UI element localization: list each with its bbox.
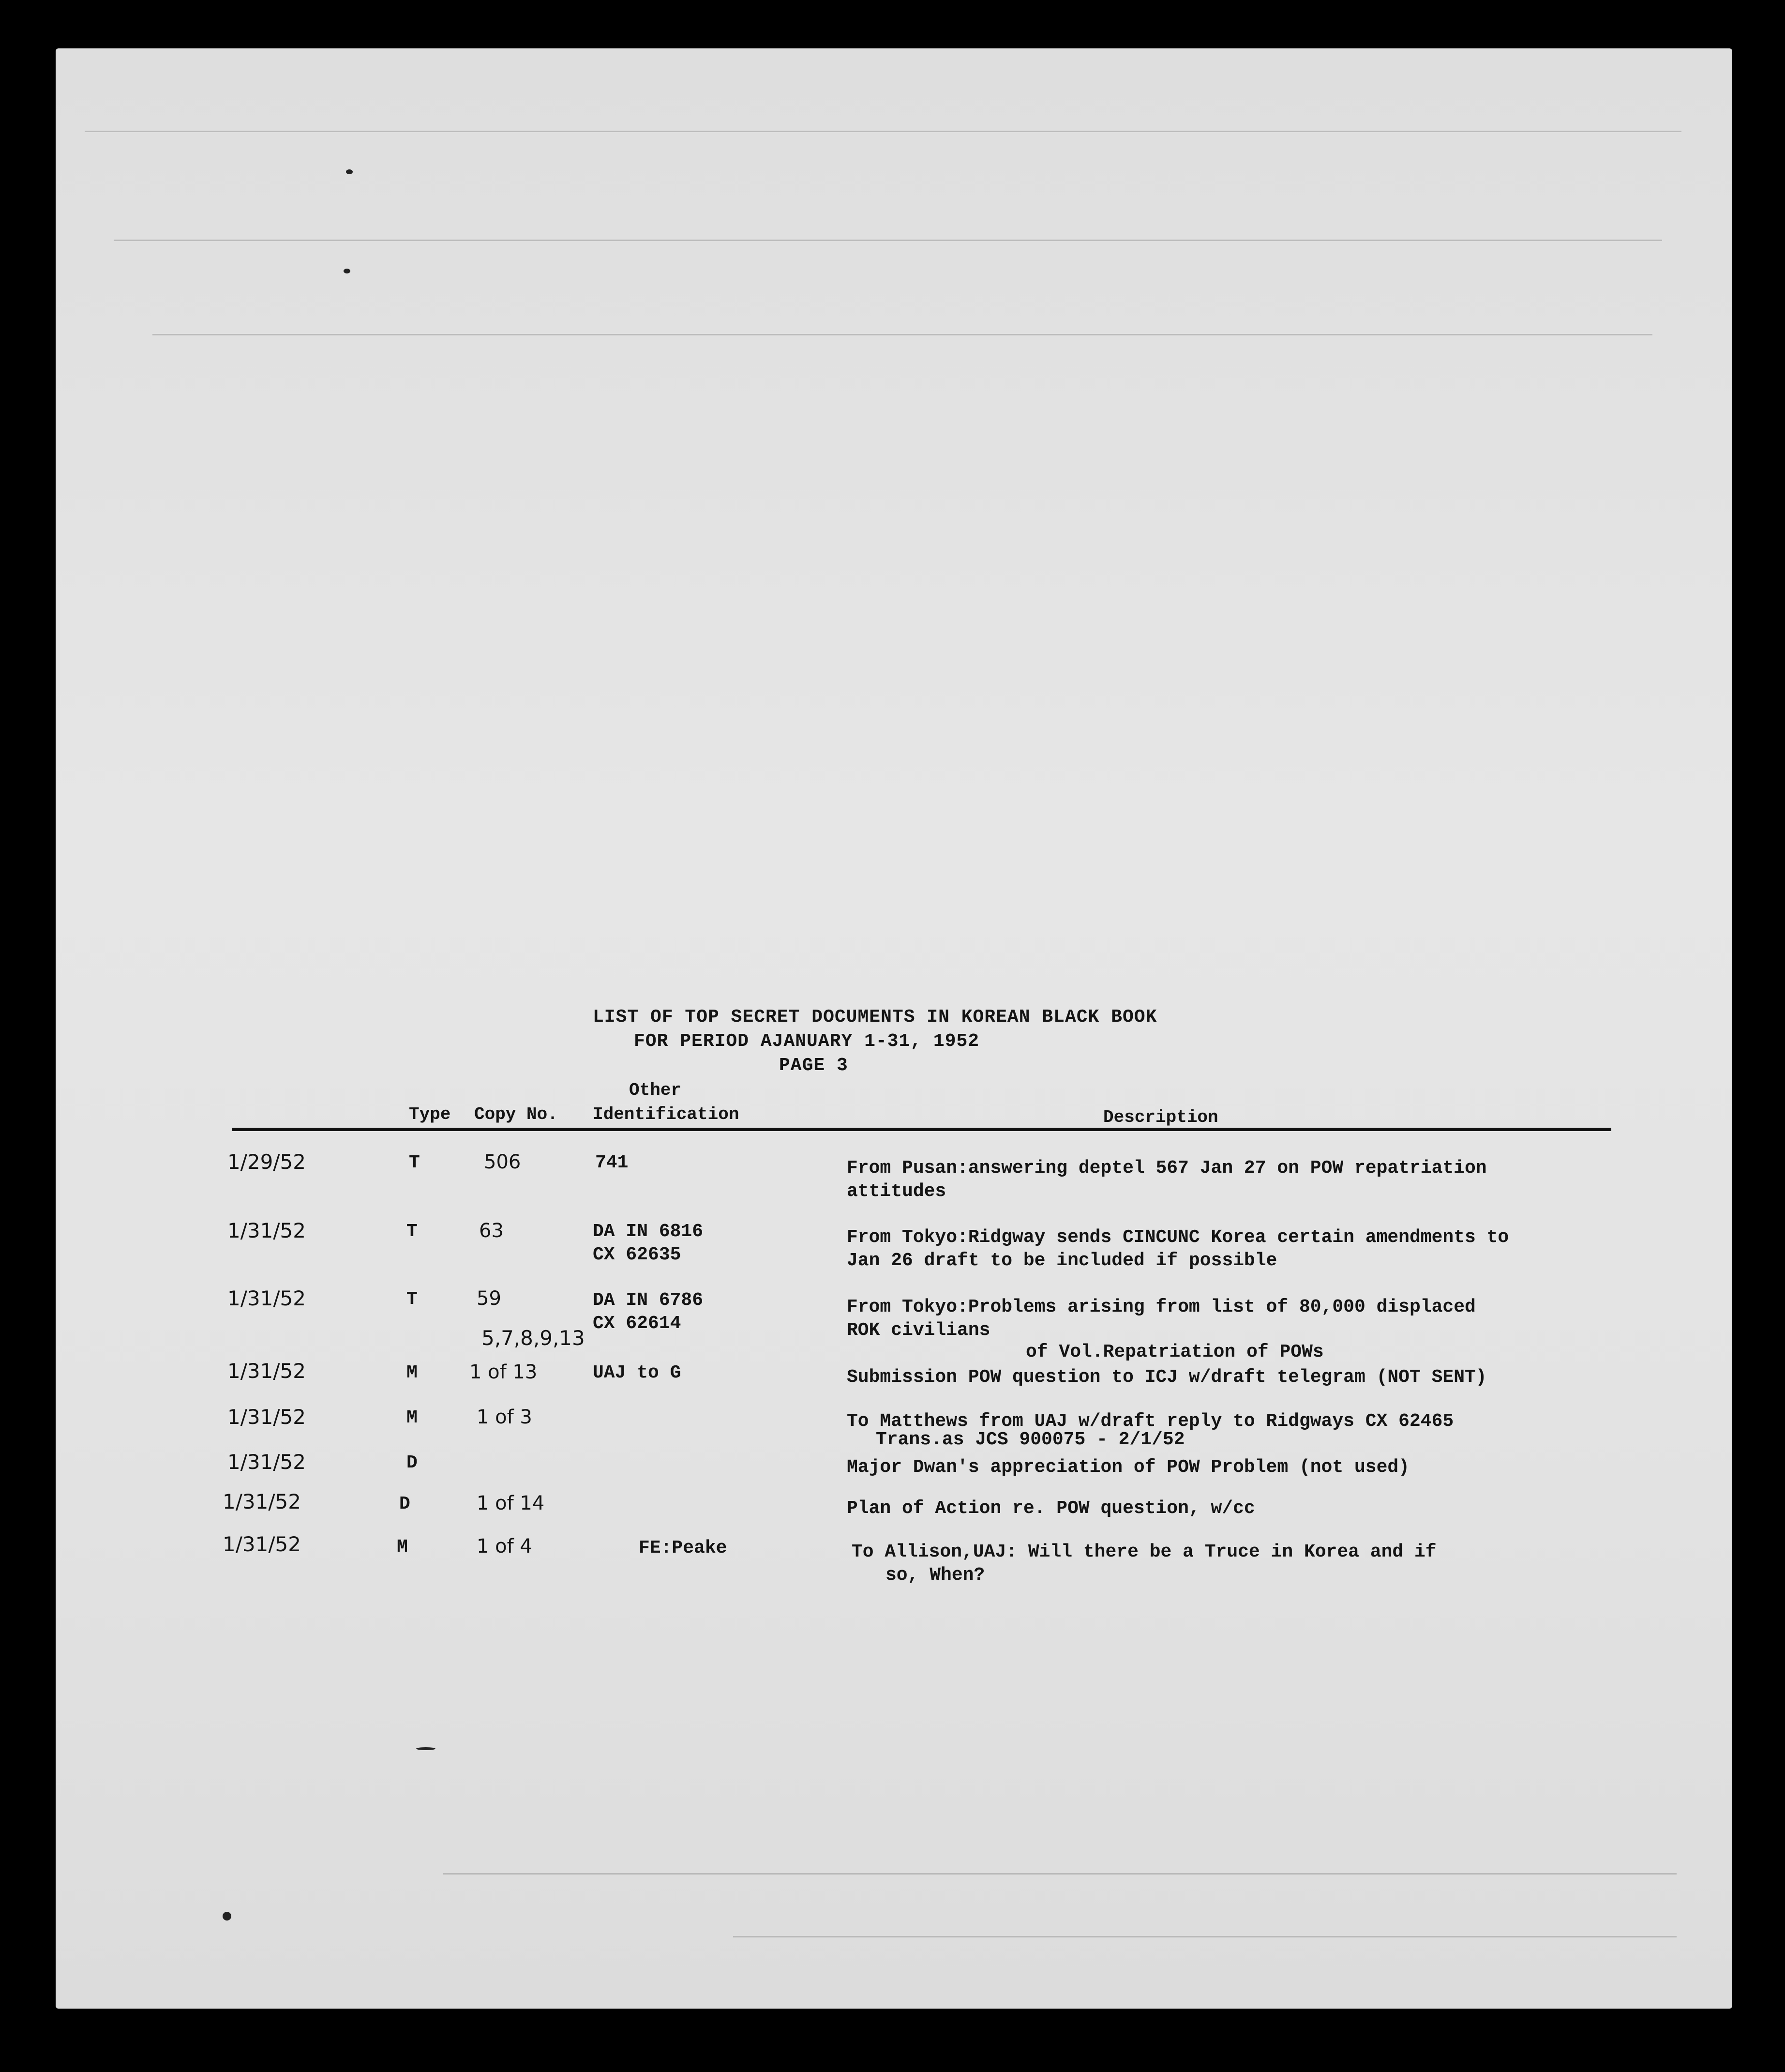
scan-streak: [733, 1936, 1677, 1937]
row-copy-no: 59: [477, 1287, 501, 1310]
scan-streak: [114, 240, 1662, 241]
document-title-line2: FOR PERIOD AJANUARY 1-31, 1952: [634, 1031, 980, 1052]
row-description-line2: Trans.as JCS 900075 - 2/1/52: [876, 1429, 1185, 1450]
row-copy-no-annotation: 5,7,8,9,13: [481, 1326, 585, 1350]
row-date: 1/31/52: [227, 1219, 306, 1242]
row-description-line2: so, When?: [885, 1565, 985, 1586]
row-copy-no: 1 of 14: [477, 1492, 545, 1514]
row-other-id-line1: DA IN 6786: [593, 1290, 704, 1311]
row-description-annotation: of Vol.Repatriation of POWs: [1026, 1342, 1324, 1362]
row-date: 1/31/52: [227, 1286, 306, 1310]
page-number: PAGE 3: [779, 1055, 848, 1076]
column-header-other-line1: Other: [629, 1080, 682, 1100]
row-date: 1/29/52: [227, 1150, 306, 1174]
row-description-line1: From Tokyo:Problems arising from list of 80,000 displaced: [847, 1297, 1476, 1317]
scan-speck: [223, 1912, 231, 1921]
row-date: 1/31/52: [227, 1359, 306, 1383]
scan-streak: [85, 131, 1681, 132]
row-description-line2: attitudes: [847, 1181, 946, 1202]
scan-speck: [344, 269, 350, 273]
row-description-line1: Submission POW question to ICJ w/draft telegram (NOT SENT): [847, 1367, 1487, 1388]
row-copy-no: 506: [484, 1151, 521, 1173]
row-type: M: [406, 1362, 418, 1383]
row-type: T: [406, 1289, 418, 1310]
row-other-id-line2: CX 62635: [593, 1244, 681, 1265]
row-description-line1: To Allison,UAJ: Will there be a Truce in Korea and if: [852, 1542, 1437, 1562]
column-header-copy-no: Copy No.: [474, 1104, 558, 1124]
row-description-line1: To Matthews from UAJ w/draft reply to Ridgways CX 62465: [847, 1411, 1454, 1432]
document-page: [56, 48, 1732, 2009]
row-description-line2: Jan 26 draft to be included if possible: [847, 1250, 1277, 1271]
row-date: 1/31/52: [223, 1532, 301, 1556]
row-type: M: [397, 1537, 408, 1558]
header-rule: [232, 1128, 1611, 1131]
row-date: 1/31/52: [227, 1450, 306, 1474]
column-header-description: Description: [1103, 1107, 1218, 1127]
row-other-id: FE:Peake: [639, 1538, 727, 1558]
row-description-line2: ROK civilians: [847, 1320, 990, 1341]
row-description-line1: Plan of Action re. POW question, w/cc: [847, 1498, 1255, 1519]
row-description-line1: From Pusan:answering deptel 567 Jan 27 on POW repatriation: [847, 1158, 1487, 1179]
row-type: M: [406, 1407, 418, 1428]
row-date: 1/31/52: [227, 1405, 306, 1429]
row-type: D: [399, 1494, 410, 1514]
row-description-line1: From Tokyo:Ridgway sends CINCUNC Korea certain amendments to: [847, 1227, 1509, 1248]
row-type: T: [406, 1221, 418, 1242]
row-other-id: 741: [595, 1152, 629, 1173]
row-copy-no: 1 of 4: [477, 1535, 532, 1558]
row-description-line1: Major Dwan's appreciation of POW Problem (not used): [847, 1457, 1410, 1478]
row-other-id: UAJ to G: [593, 1362, 681, 1383]
scan-speck: [416, 1747, 435, 1750]
row-other-id-line2: CX 62614: [593, 1313, 681, 1334]
row-copy-no: 63: [479, 1220, 504, 1242]
row-copy-no: 1 of 3: [477, 1406, 532, 1428]
column-header-type: Type: [409, 1104, 451, 1124]
scan-streak: [443, 1873, 1677, 1875]
scan-streak: [152, 334, 1652, 335]
row-type: T: [409, 1152, 420, 1173]
row-type: D: [406, 1452, 418, 1473]
document-title-line1: LIST OF TOP SECRET DOCUMENTS IN KOREAN BLACK BOOK: [593, 1007, 1157, 1028]
row-other-id-line1: DA IN 6816: [593, 1221, 704, 1242]
row-copy-no: 1 of 13: [469, 1361, 538, 1383]
row-date: 1/31/52: [223, 1490, 301, 1513]
column-header-other-line2: Identification: [593, 1104, 739, 1124]
scan-speck: [346, 169, 353, 174]
